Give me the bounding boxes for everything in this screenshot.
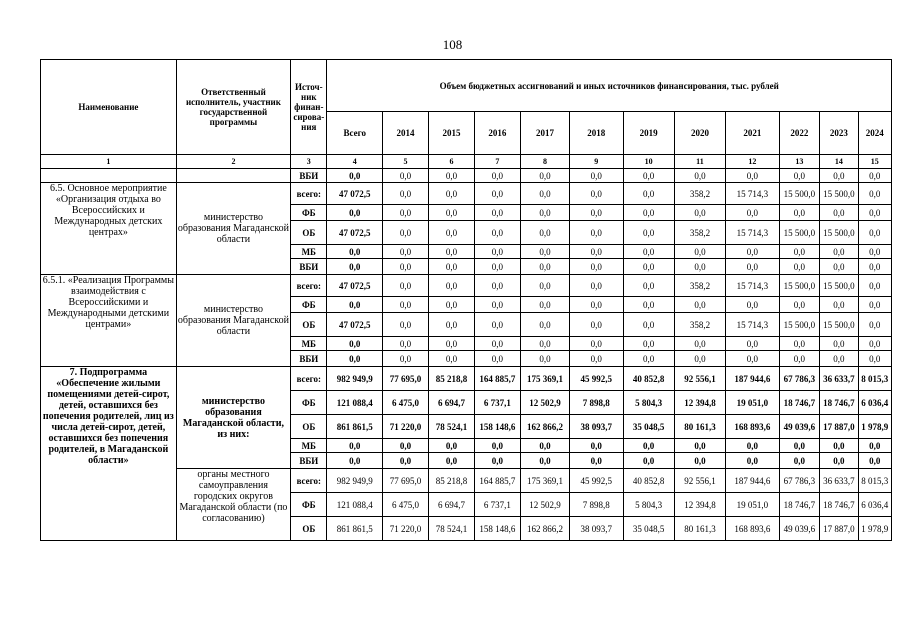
value-cell: 80 161,3 (674, 517, 725, 541)
header-year: 2015 (429, 112, 475, 155)
value-cell: 0,0 (474, 275, 520, 297)
value-cell: 164 885,7 (474, 469, 520, 493)
table-row (41, 367, 892, 391)
column-number: 2 (176, 155, 290, 169)
value-cell: 15 714,3 (726, 313, 779, 337)
value-cell: 175 369,1 (520, 469, 569, 493)
value-cell: 6 694,7 (429, 391, 475, 415)
value-cell: 38 093,7 (570, 517, 623, 541)
value-cell: 0,0 (858, 169, 891, 183)
value-cell: 0,0 (429, 439, 475, 453)
value-cell: 12 394,8 (674, 493, 725, 517)
value-cell: 0,0 (383, 275, 429, 297)
table-row (41, 275, 892, 297)
value-cell: 0,0 (383, 221, 429, 245)
value-cell: 0,0 (674, 205, 725, 221)
value-cell: 0,0 (520, 259, 569, 275)
header-responsible: Ответственный исполнитель, участник государственной программы (176, 60, 290, 155)
value-cell: 15 714,3 (726, 275, 779, 297)
value-cell: 358,2 (674, 313, 725, 337)
value-cell: 0,0 (429, 205, 475, 221)
value-cell: 187 944,6 (726, 469, 779, 493)
value-cell: 18 746,7 (820, 493, 858, 517)
value-cell: 47 072,5 (327, 275, 383, 297)
source-cell: всего: (291, 275, 327, 297)
value-cell: 0,0 (674, 245, 725, 259)
value-cell: 36 633,7 (820, 469, 858, 493)
value-cell: 0,0 (779, 453, 820, 469)
value-cell: 0,0 (623, 313, 674, 337)
value-cell: 0,0 (327, 297, 383, 313)
value-cell: 0,0 (570, 205, 623, 221)
column-number: 3 (291, 155, 327, 169)
value-cell: 1 978,9 (858, 517, 891, 541)
value-cell: 47 072,5 (327, 183, 383, 205)
value-cell: 0,0 (726, 453, 779, 469)
value-cell: 0,0 (327, 337, 383, 351)
value-cell: 0,0 (858, 351, 891, 367)
value-cell: 0,0 (383, 169, 429, 183)
value-cell: 38 093,7 (570, 415, 623, 439)
value-cell: 0,0 (858, 275, 891, 297)
value-cell: 0,0 (623, 169, 674, 183)
value-cell: 47 072,5 (327, 221, 383, 245)
value-cell: 0,0 (820, 337, 858, 351)
header-year: 2023 (820, 112, 858, 155)
table-row (41, 183, 892, 205)
value-cell: 0,0 (429, 259, 475, 275)
value-cell: 0,0 (858, 297, 891, 313)
value-cell: 6 737,1 (474, 493, 520, 517)
value-cell: 0,0 (383, 245, 429, 259)
value-cell: 0,0 (623, 221, 674, 245)
value-cell: 0,0 (726, 245, 779, 259)
value-cell: 15 500,0 (779, 275, 820, 297)
value-cell: 15 500,0 (820, 183, 858, 205)
source-cell: ОБ (291, 221, 327, 245)
header-source: Источ-ник финан-сирова-ния (291, 60, 327, 155)
value-cell: 6 036,4 (858, 493, 891, 517)
value-cell: 0,0 (570, 297, 623, 313)
value-cell: 162 866,2 (520, 415, 569, 439)
value-cell: 0,0 (327, 259, 383, 275)
value-cell: 0,0 (474, 245, 520, 259)
value-cell: 45 992,5 (570, 469, 623, 493)
column-number: 15 (858, 155, 891, 169)
value-cell: 36 633,7 (820, 367, 858, 391)
value-cell: 162 866,2 (520, 517, 569, 541)
value-cell: 85 218,8 (429, 469, 475, 493)
value-cell: 0,0 (327, 439, 383, 453)
value-cell: 0,0 (327, 205, 383, 221)
value-cell: 0,0 (820, 453, 858, 469)
value-cell: 0,0 (674, 169, 725, 183)
header-year: 2021 (726, 112, 779, 155)
source-cell: ФБ (291, 205, 327, 221)
value-cell: 80 161,3 (674, 415, 725, 439)
header-name: Наименование (41, 60, 177, 155)
value-cell: 0,0 (858, 221, 891, 245)
value-cell: 6 475,0 (383, 493, 429, 517)
value-cell: 15 500,0 (779, 313, 820, 337)
value-cell: 67 786,3 (779, 367, 820, 391)
value-cell: 0,0 (520, 221, 569, 245)
value-cell: 0,0 (570, 169, 623, 183)
source-cell: всего: (291, 367, 327, 391)
value-cell: 77 695,0 (383, 469, 429, 493)
value-cell: 0,0 (858, 205, 891, 221)
value-cell: 0,0 (674, 439, 725, 453)
value-cell: 6 475,0 (383, 391, 429, 415)
source-cell: ВБИ (291, 351, 327, 367)
value-cell: 0,0 (429, 453, 475, 469)
value-cell: 0,0 (327, 351, 383, 367)
value-cell: 0,0 (429, 245, 475, 259)
value-cell: 0,0 (674, 337, 725, 351)
value-cell: 0,0 (474, 453, 520, 469)
value-cell: 0,0 (820, 351, 858, 367)
column-number: 9 (570, 155, 623, 169)
value-cell: 0,0 (623, 245, 674, 259)
value-cell: 0,0 (820, 205, 858, 221)
value-cell: 0,0 (570, 275, 623, 297)
group-name-6-5: 6.5. Основное мероприятие «Организация отдыха во Всероссийских и Международных детских центрах» (41, 183, 177, 275)
column-number: 4 (327, 155, 383, 169)
value-cell: 78 524,1 (429, 517, 475, 541)
value-cell: 0,0 (429, 337, 475, 351)
value-cell: 0,0 (429, 183, 475, 205)
source-cell: ОБ (291, 415, 327, 439)
value-cell: 15 500,0 (779, 221, 820, 245)
value-cell: 0,0 (383, 351, 429, 367)
column-number: 6 (429, 155, 475, 169)
value-cell: 49 039,6 (779, 517, 820, 541)
value-cell: 0,0 (858, 313, 891, 337)
value-cell: 0,0 (726, 259, 779, 275)
value-cell: 7 898,8 (570, 391, 623, 415)
value-cell: 121 088,4 (327, 493, 383, 517)
value-cell: 0,0 (779, 337, 820, 351)
value-cell: 0,0 (674, 297, 725, 313)
value-cell: 0,0 (858, 453, 891, 469)
value-cell: 49 039,6 (779, 415, 820, 439)
source-cell: ОБ (291, 313, 327, 337)
value-cell: 0,0 (474, 337, 520, 351)
value-cell: 0,0 (327, 453, 383, 469)
header-year: 2024 (858, 112, 891, 155)
value-cell: 158 148,6 (474, 415, 520, 439)
value-cell: 0,0 (520, 275, 569, 297)
value-cell: 0,0 (623, 259, 674, 275)
header-total: Всего (327, 112, 383, 155)
value-cell: 18 746,7 (779, 493, 820, 517)
budget-table (40, 59, 892, 541)
value-cell: 187 944,6 (726, 367, 779, 391)
value-cell: 1 978,9 (858, 415, 891, 439)
value-cell: 0,0 (570, 259, 623, 275)
value-cell: 0,0 (726, 439, 779, 453)
value-cell: 0,0 (383, 439, 429, 453)
value-cell: 6 694,7 (429, 493, 475, 517)
value-cell: 8 015,3 (858, 469, 891, 493)
value-cell: 0,0 (327, 245, 383, 259)
column-number: 5 (383, 155, 429, 169)
value-cell: 0,0 (474, 351, 520, 367)
value-cell: 40 852,8 (623, 469, 674, 493)
value-cell: 19 051,0 (726, 391, 779, 415)
value-cell: 0,0 (570, 313, 623, 337)
value-cell: 15 714,3 (726, 183, 779, 205)
value-cell: 0,0 (726, 337, 779, 351)
value-cell: 0,0 (520, 169, 569, 183)
source-cell: ФБ (291, 391, 327, 415)
column-number: 13 (779, 155, 820, 169)
value-cell: 0,0 (570, 221, 623, 245)
value-cell: 0,0 (429, 297, 475, 313)
value-cell: 0,0 (383, 297, 429, 313)
value-cell: 358,2 (674, 275, 725, 297)
value-cell: 15 500,0 (779, 183, 820, 205)
value-cell: 0,0 (858, 183, 891, 205)
value-cell: 0,0 (474, 313, 520, 337)
value-cell: 0,0 (674, 259, 725, 275)
value-cell: 0,0 (520, 297, 569, 313)
header-year: 2017 (520, 112, 569, 155)
value-cell: 168 893,6 (726, 415, 779, 439)
value-cell: 0,0 (327, 169, 383, 183)
value-cell: 0,0 (779, 205, 820, 221)
group-responsible-6-5: министерство образования Магаданской области (176, 183, 290, 275)
value-cell: 15 500,0 (820, 313, 858, 337)
header-year: 2019 (623, 112, 674, 155)
value-cell: 12 502,9 (520, 493, 569, 517)
value-cell: 0,0 (570, 439, 623, 453)
value-cell: 35 048,5 (623, 415, 674, 439)
value-cell: 0,0 (623, 453, 674, 469)
value-cell: 0,0 (520, 337, 569, 351)
value-cell: 0,0 (474, 297, 520, 313)
value-cell: 18 746,7 (779, 391, 820, 415)
value-cell: 0,0 (779, 169, 820, 183)
value-cell: 19 051,0 (726, 493, 779, 517)
group-responsible-6-5-1: министерство образования Магаданской области (176, 275, 290, 367)
value-cell: 78 524,1 (429, 415, 475, 439)
value-cell: 358,2 (674, 183, 725, 205)
value-cell: 12 394,8 (674, 391, 725, 415)
value-cell: 0,0 (623, 183, 674, 205)
value-cell: 92 556,1 (674, 367, 725, 391)
value-cell: 85 218,8 (429, 367, 475, 391)
value-cell: 0,0 (820, 297, 858, 313)
value-cell: 0,0 (474, 183, 520, 205)
header-year: 2022 (779, 112, 820, 155)
column-number: 1 (41, 155, 177, 169)
source-cell: ВБИ (291, 169, 327, 183)
value-cell: 0,0 (383, 183, 429, 205)
name-cell (41, 169, 177, 183)
value-cell: 0,0 (726, 169, 779, 183)
value-cell: 0,0 (429, 313, 475, 337)
value-cell: 0,0 (820, 439, 858, 453)
value-cell: 0,0 (726, 297, 779, 313)
value-cell: 0,0 (520, 205, 569, 221)
column-number: 12 (726, 155, 779, 169)
source-cell: всего: (291, 183, 327, 205)
value-cell: 358,2 (674, 221, 725, 245)
value-cell: 0,0 (383, 313, 429, 337)
header-year: 2020 (674, 112, 725, 155)
value-cell: 0,0 (429, 351, 475, 367)
value-cell: 0,0 (623, 337, 674, 351)
value-cell: 0,0 (779, 259, 820, 275)
header-year: 2014 (383, 112, 429, 155)
value-cell: 47 072,5 (327, 313, 383, 337)
source-cell: ВБИ (291, 453, 327, 469)
value-cell: 0,0 (520, 245, 569, 259)
value-cell: 861 861,5 (327, 517, 383, 541)
value-cell: 0,0 (858, 439, 891, 453)
value-cell: 0,0 (623, 351, 674, 367)
value-cell: 0,0 (520, 313, 569, 337)
source-cell: ФБ (291, 493, 327, 517)
value-cell: 0,0 (623, 297, 674, 313)
header-year: 2018 (570, 112, 623, 155)
source-cell: всего: (291, 469, 327, 493)
value-cell: 0,0 (858, 245, 891, 259)
page-number: 108 (442, 37, 463, 52)
value-cell: 0,0 (429, 221, 475, 245)
value-cell: 15 714,3 (726, 221, 779, 245)
value-cell: 0,0 (520, 439, 569, 453)
value-cell: 8 015,3 (858, 367, 891, 391)
value-cell: 0,0 (674, 453, 725, 469)
value-cell: 15 500,0 (820, 221, 858, 245)
value-cell: 0,0 (623, 275, 674, 297)
value-cell: 0,0 (820, 245, 858, 259)
value-cell: 0,0 (383, 259, 429, 275)
group-responsible-7-a: министерство образования Магаданской области, из них: (176, 367, 290, 469)
value-cell: 6 036,4 (858, 391, 891, 415)
value-cell: 0,0 (520, 183, 569, 205)
value-cell: 0,0 (570, 351, 623, 367)
value-cell: 0,0 (474, 205, 520, 221)
value-cell: 77 695,0 (383, 367, 429, 391)
value-cell: 0,0 (520, 351, 569, 367)
group-responsible-7-b: органы местного самоуправления городских округов Магаданской области (по согласованию) (176, 469, 290, 541)
group-name-7: 7. Подпрограмма «Обеспечение жилыми помещениями детей-сирот, детей, оставшихся без попечения родителей, лиц из числа детей-сирот, детей, оставшихся без попечения родителей, в Магаданской области» (41, 367, 177, 541)
value-cell: 168 893,6 (726, 517, 779, 541)
value-cell: 0,0 (726, 205, 779, 221)
value-cell: 0,0 (474, 259, 520, 275)
responsible-cell (176, 169, 290, 183)
value-cell: 0,0 (383, 453, 429, 469)
column-number: 11 (674, 155, 725, 169)
value-cell: 0,0 (383, 337, 429, 351)
value-cell: 0,0 (779, 439, 820, 453)
value-cell: 0,0 (820, 169, 858, 183)
value-cell: 40 852,8 (623, 367, 674, 391)
value-cell: 71 220,0 (383, 415, 429, 439)
table-row (41, 169, 892, 183)
value-cell: 158 148,6 (474, 517, 520, 541)
value-cell: 175 369,1 (520, 367, 569, 391)
value-cell: 92 556,1 (674, 469, 725, 493)
value-cell: 121 088,4 (327, 391, 383, 415)
value-cell: 0,0 (520, 453, 569, 469)
column-number: 8 (520, 155, 569, 169)
value-cell: 982 949,9 (327, 367, 383, 391)
value-cell: 0,0 (570, 183, 623, 205)
value-cell: 0,0 (858, 337, 891, 351)
value-cell: 0,0 (570, 337, 623, 351)
header-year: 2016 (474, 112, 520, 155)
value-cell: 164 885,7 (474, 367, 520, 391)
value-cell: 0,0 (429, 169, 475, 183)
value-cell: 17 887,0 (820, 415, 858, 439)
value-cell: 17 887,0 (820, 517, 858, 541)
value-cell: 67 786,3 (779, 469, 820, 493)
value-cell: 0,0 (570, 453, 623, 469)
source-cell: МБ (291, 245, 327, 259)
value-cell: 0,0 (779, 297, 820, 313)
header-funding-title: Объем бюджетных ассигнований и иных источников финансирования, тыс. рублей (327, 60, 892, 112)
value-cell: 0,0 (383, 205, 429, 221)
value-cell: 0,0 (779, 351, 820, 367)
group-name-6-5-1: 6.5.1. «Реализация Программы взаимодействия с Всероссийскими и Международными детскими центрами» (41, 275, 177, 367)
column-number: 7 (474, 155, 520, 169)
value-cell: 0,0 (779, 245, 820, 259)
value-cell: 45 992,5 (570, 367, 623, 391)
value-cell: 0,0 (474, 221, 520, 245)
value-cell: 71 220,0 (383, 517, 429, 541)
value-cell: 5 804,3 (623, 493, 674, 517)
value-cell: 0,0 (623, 439, 674, 453)
value-cell: 0,0 (820, 259, 858, 275)
value-cell: 0,0 (570, 245, 623, 259)
value-cell: 0,0 (674, 351, 725, 367)
value-cell: 0,0 (623, 205, 674, 221)
value-cell: 0,0 (726, 351, 779, 367)
value-cell: 982 949,9 (327, 469, 383, 493)
source-cell: ФБ (291, 297, 327, 313)
source-cell: МБ (291, 439, 327, 453)
column-number: 14 (820, 155, 858, 169)
source-cell: ВБИ (291, 259, 327, 275)
value-cell: 18 746,7 (820, 391, 858, 415)
value-cell: 0,0 (858, 259, 891, 275)
value-cell: 12 502,9 (520, 391, 569, 415)
value-cell: 0,0 (474, 169, 520, 183)
value-cell: 0,0 (474, 439, 520, 453)
source-cell: ОБ (291, 517, 327, 541)
value-cell: 7 898,8 (570, 493, 623, 517)
value-cell: 0,0 (429, 275, 475, 297)
value-cell: 6 737,1 (474, 391, 520, 415)
value-cell: 5 804,3 (623, 391, 674, 415)
value-cell: 35 048,5 (623, 517, 674, 541)
value-cell: 861 861,5 (327, 415, 383, 439)
source-cell: МБ (291, 337, 327, 351)
column-number: 10 (623, 155, 674, 169)
value-cell: 15 500,0 (820, 275, 858, 297)
